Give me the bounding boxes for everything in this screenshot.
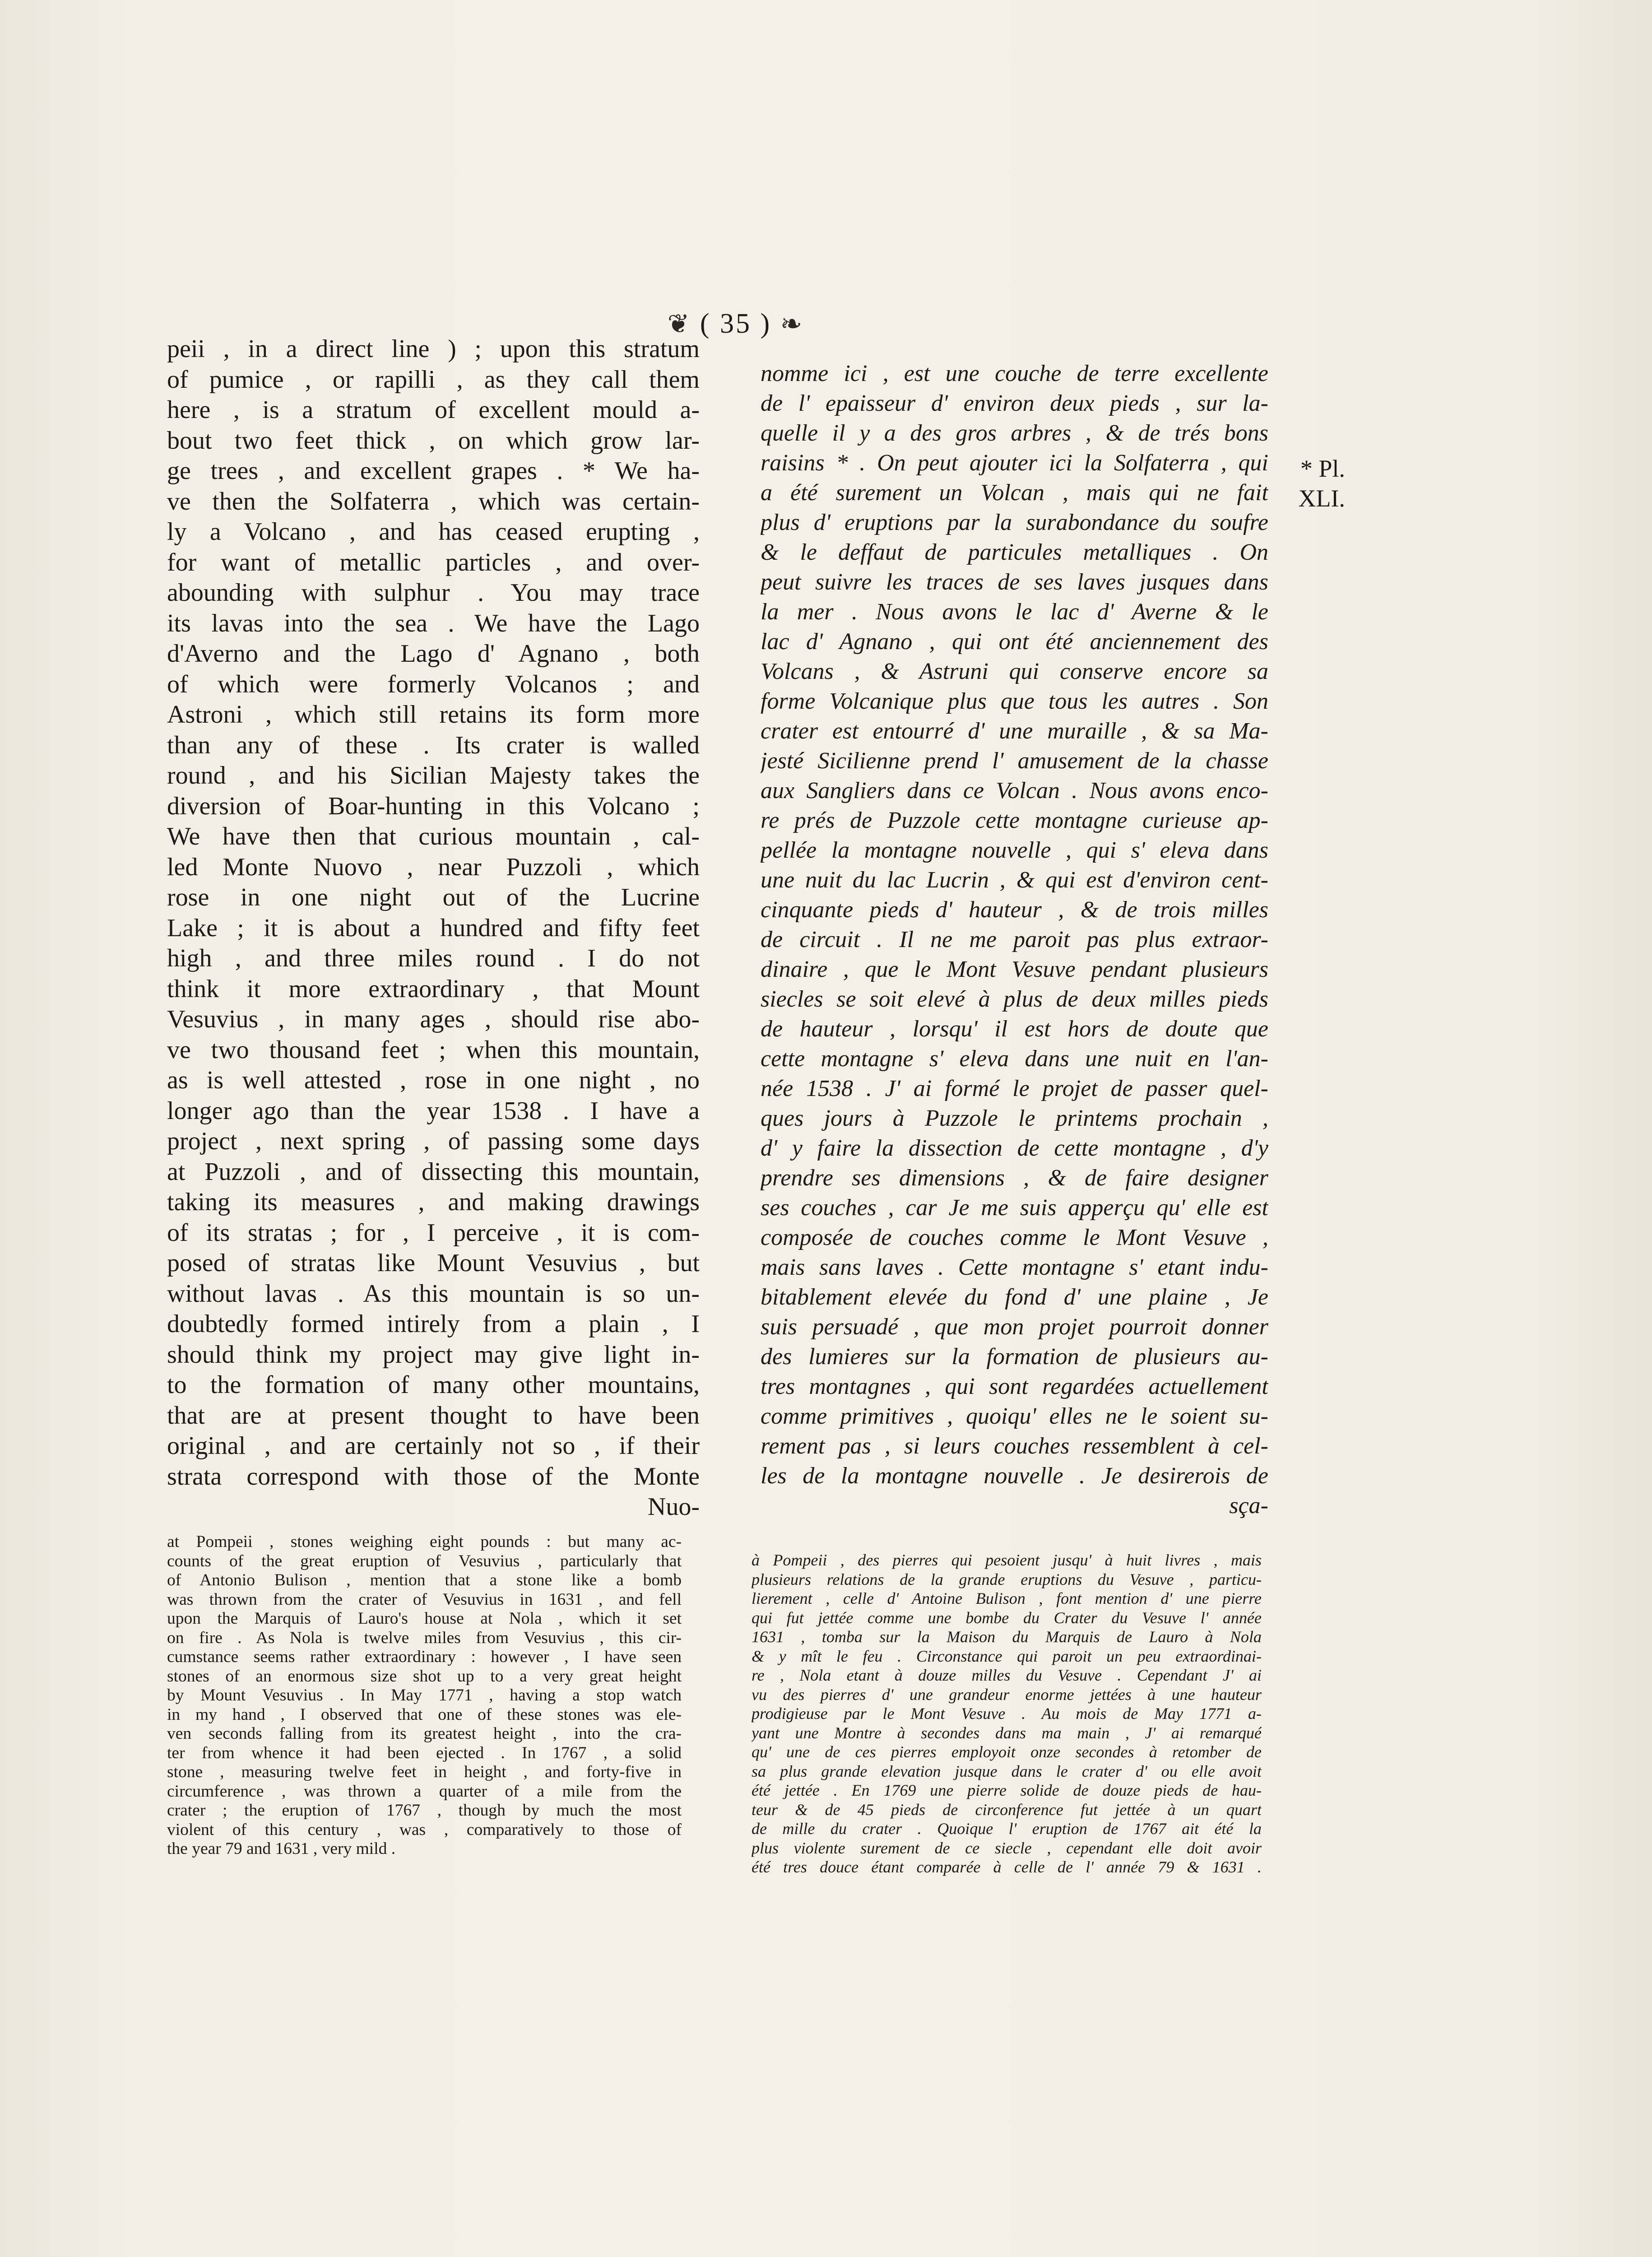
text-line: stones of an enormous size shot up to a very great height (167, 1667, 682, 1686)
text-line: bitablement elevée du fond d' une plaine , Je (761, 1284, 1268, 1310)
text-line: & le deffaut de particules metalliques . On (761, 539, 1268, 565)
text-line: here , is a stratum of excellent mould a- (167, 396, 700, 424)
text-line: crater ; the eruption of 1767 , though by much the most (167, 1801, 682, 1820)
text-line: than any of these . Its crater is walled (167, 731, 700, 759)
text-line: posed of stratas like Mount Vesuvius , but (167, 1249, 700, 1277)
ornament-left-icon: ❦ (667, 309, 691, 339)
text-line: think it more extraordinary , that Mount (167, 975, 700, 1003)
text-line: to the formation of many other mountains, (167, 1371, 700, 1399)
text-line: ter from whence it had been ejected . In 1767 , a solid (167, 1743, 682, 1762)
text-line: composée de couches comme le Mont Vesuve , (761, 1225, 1268, 1250)
text-line: at Pompeii , stones weighing eight pounds : but many ac- (167, 1533, 682, 1551)
text-line: Vesuvius , in many ages , should rise abo- (167, 1005, 700, 1033)
text-line: project , next spring , of passing some days (167, 1127, 700, 1155)
marginal-note-line: XLI. (1298, 485, 1345, 512)
text-line: jesté Sicilienne prend l' amusement de la chasse (761, 748, 1268, 774)
text-line: lac d' Agnano , qui ont été anciennement des (761, 629, 1268, 655)
text-line: née 1538 . J' ai formé le projet de passer quel- (761, 1076, 1268, 1101)
text-line: rose in one night out of the Lucrine (167, 883, 700, 911)
text-line: aux Sangliers dans ce Volcan . Nous avons enco- (761, 778, 1268, 803)
text-line: été jettée . En 1769 une pierre solide de douze pieds de hau- (752, 1781, 1262, 1799)
text-line: on fire . As Nola is twelve miles from Vesuvius , this cir- (167, 1628, 682, 1647)
text-line: d' y faire la dissection de cette montagne , d'y (761, 1135, 1268, 1161)
text-line: Nuo- (647, 1493, 700, 1521)
text-line: tres montagnes , qui sont regardées actuellement (761, 1374, 1268, 1399)
text-line: de l' epaisseur d' environ deux pieds , sur la- (761, 390, 1268, 416)
text-line: plus violente surement de ce siecle , cependant elle doit avoir (752, 1839, 1262, 1857)
text-line: nomme ici , est une couche de terre excellente (761, 361, 1268, 386)
text-line: upon the Marquis of Lauro's house at Nola , which it set (167, 1609, 682, 1628)
english-footnote (167, 1533, 682, 1859)
english-column (167, 334, 700, 1523)
text-line: qu' une de ces pierres employoit onze secondes à retomber de (752, 1743, 1262, 1761)
ornament-right-icon: ❧ (780, 309, 804, 339)
text-line: yant une Montre à secondes dans ma main , J' ai remarqué (752, 1723, 1262, 1742)
french-footnote (752, 1551, 1262, 1877)
text-line: de circuit . Il ne me paroit pas plus extraor- (761, 927, 1268, 952)
text-line: raisins * . On peut ajouter ici la Solfaterra , qui (761, 450, 1268, 476)
text-line: abounding with sulphur . You may trace (167, 579, 700, 607)
text-line: les de la montagne nouvelle . Je desirerois de (761, 1463, 1268, 1489)
text-line: a été surement un Volcan , mais qui ne fait (761, 480, 1268, 506)
text-line: peii , in a direct line ) ; upon this stratum (167, 335, 700, 363)
text-line: of pumice , or rapilli , as they call them (167, 365, 700, 394)
text-line: cumstance seems rather extraordinary : however , I have seen (167, 1648, 682, 1666)
text-line: Lake ; it is about a hundred and fifty feet (167, 914, 700, 942)
text-line: its lavas into the sea . We have the Lago (167, 609, 700, 637)
text-line: cinquante pieds d' hauteur , & de trois milles (761, 897, 1268, 923)
text-line: 1631 , tomba sur la Maison du Marquis de Lauro à Nola (752, 1628, 1262, 1646)
text-line: ly a Volcano , and has ceased erupting , (167, 518, 700, 546)
text-line: bout two feet thick , on which grow lar- (167, 426, 700, 455)
text-line: ve two thousand feet ; when this mountain, (167, 1036, 700, 1064)
text-line: prendre ses dimensions , & de faire designer (761, 1165, 1268, 1191)
text-line: violent of this century , was , comparatively to those of (167, 1820, 682, 1839)
text-line: sça- (1229, 1493, 1268, 1519)
text-line: Volcans , & Astruni qui conserve encore sa (761, 659, 1268, 684)
text-line: plusieurs relations de la grande eruptions du Vesuve , particu- (752, 1570, 1262, 1588)
text-line: pellée la montagne nouvelle , qui s' eleva dans (761, 837, 1268, 863)
text-line: une nuit du lac Lucrin , & qui est d'environ cent- (761, 867, 1268, 893)
text-line: cette montagne s' eleva dans une nuit en l'an- (761, 1046, 1268, 1072)
french-column (761, 359, 1268, 1521)
text-line: as is well attested , rose in one night , no (167, 1066, 700, 1094)
text-line: ques jours à Puzzole le printems prochain , (761, 1105, 1268, 1131)
text-line: mais sans laves . Cette montagne s' etant indu- (761, 1254, 1268, 1280)
text-line: à Pompeii , des pierres qui pesoient jusqu' à huit livres , mais (752, 1551, 1262, 1569)
text-line: quelle il y a des gros arbres , & de trés bons (761, 420, 1268, 446)
text-line: at Puzzoli , and of dissecting this mountain, (167, 1157, 700, 1186)
text-line: forme Volcanique plus que tous les autres . Son (761, 688, 1268, 714)
text-line: of its stratas ; for , I perceive , it is com- (167, 1218, 700, 1247)
text-line: vu des pierres d' une grandeur enorme jettées à une hauteur (752, 1685, 1262, 1704)
text-line: by Mount Vesuvius . In May 1771 , having a stop watch (167, 1686, 682, 1704)
text-line: round , and his Sicilian Majesty takes the (167, 762, 700, 789)
text-line: d'Averno and the Lago d' Agnano , both (167, 640, 700, 668)
text-line: de mille du crater . Quoique l' eruption de 1767 ait été la (752, 1820, 1262, 1838)
text-line: led Monte Nuovo , near Puzzoli , which (167, 853, 700, 881)
text-line: was thrown from the crater of Vesuvius in 1631 , and fell (167, 1590, 682, 1609)
text-line: that are at present thought to have been (167, 1401, 700, 1430)
text-line: ge trees , and excellent grapes . * We ha- (167, 457, 700, 485)
text-line: teur & de 45 pieds de circonference fut jettée à un quart (752, 1800, 1262, 1819)
text-line: re , Nola etant à douze milles du Vesuve . Cependant J' ai (752, 1666, 1262, 1684)
text-line: Astroni , which still retains its form more (167, 701, 700, 729)
text-line: strata correspond with those of the Monte (167, 1462, 700, 1491)
text-line: the year 79 and 1631 , very mild . (167, 1839, 396, 1858)
text-line: dinaire , que le Mont Vesuve pendant plusieurs (761, 957, 1268, 982)
text-line: circumference , was thrown a quarter of a mile from the (167, 1782, 682, 1801)
text-line: rement pas , si leurs couches ressemblent à cel- (761, 1433, 1268, 1459)
text-line: lierement , celle d' Antoine Bulison , font mention d' une pierre (752, 1589, 1262, 1607)
text-line: sa plus grande elevation jusque dans le crater d' ou elle avoit (752, 1762, 1262, 1780)
text-line: peut suivre les traces de ses laves jusques dans (761, 569, 1268, 595)
text-line: plus d' eruptions par la surabondance du soufre (761, 510, 1268, 535)
text-line: for want of metallic particles , and over- (167, 548, 700, 576)
plate-reference-note (1282, 454, 1345, 513)
text-line: in my hand , I observed that one of these stones was ele- (167, 1705, 682, 1724)
text-line: prodigieuse par le Mont Vesuve . Au mois de May 1771 a- (752, 1704, 1262, 1723)
text-line: & y mît le feu . Circonstance qui paroit un peu extraordinai- (752, 1647, 1262, 1665)
text-line: diversion of Boar-hunting in this Volcano ; (167, 792, 700, 820)
text-line: siecles se soit elevé à plus de deux milles pieds (761, 986, 1268, 1012)
text-line: without lavas . As this mountain is so un- (167, 1279, 700, 1308)
page-number-text: ( 35 ) (700, 308, 772, 339)
text-line: of Antonio Bulison , mention that a stone like a bomb (167, 1571, 682, 1589)
text-line: ses couches , car Je me suis apperçu qu' elle est (761, 1195, 1268, 1221)
text-line: doubtedly formed intirely from a plain , I (167, 1310, 700, 1338)
text-line: re prés de Puzzole cette montagne curieuse ap- (761, 808, 1268, 833)
text-line: taking its measures , and making drawings (167, 1188, 700, 1216)
text-line: stone , measuring twelve feet in height , and forty-five in (167, 1763, 682, 1781)
text-line: des lumieres sur la formation de plusieurs au- (761, 1344, 1268, 1370)
text-line: comme primitives , quoiqu' elles ne le soient su- (761, 1403, 1268, 1429)
text-line: of which were formerly Volcanos ; and (167, 670, 700, 698)
text-line: ve then the Solfaterra , which was certain- (167, 487, 700, 515)
text-line: counts of the great eruption of Vesuvius , particularly that (167, 1551, 682, 1570)
text-line: high , and three miles round . I do not (167, 944, 700, 972)
text-line: de hauteur , lorsqu' il est hors de doute que (761, 1016, 1268, 1042)
text-line: suis persuadé , que mon projet pourroit donner (761, 1314, 1268, 1340)
text-line: qui fut jettée comme une bombe du Crater du Vesuve l' année (752, 1608, 1262, 1627)
text-line: We have then that curious mountain , cal- (167, 822, 700, 850)
marginal-note-line: * Pl. (1300, 455, 1345, 482)
text-line: should think my project may give light in- (167, 1340, 700, 1369)
text-line: longer ago than the year 1538 . I have a (167, 1096, 700, 1125)
text-line: la mer . Nous avons le lac d' Averne & le (761, 599, 1268, 625)
text-line: été tres douce étant comparée à celle de l' année 79 & 1631 . (752, 1858, 1262, 1876)
text-line: ven seconds falling from its greatest height , into the cra- (167, 1724, 682, 1743)
text-line: crater est entourré d' une muraille , & sa Ma- (761, 718, 1268, 744)
text-line: original , and are certainly not so , if their (167, 1432, 700, 1460)
